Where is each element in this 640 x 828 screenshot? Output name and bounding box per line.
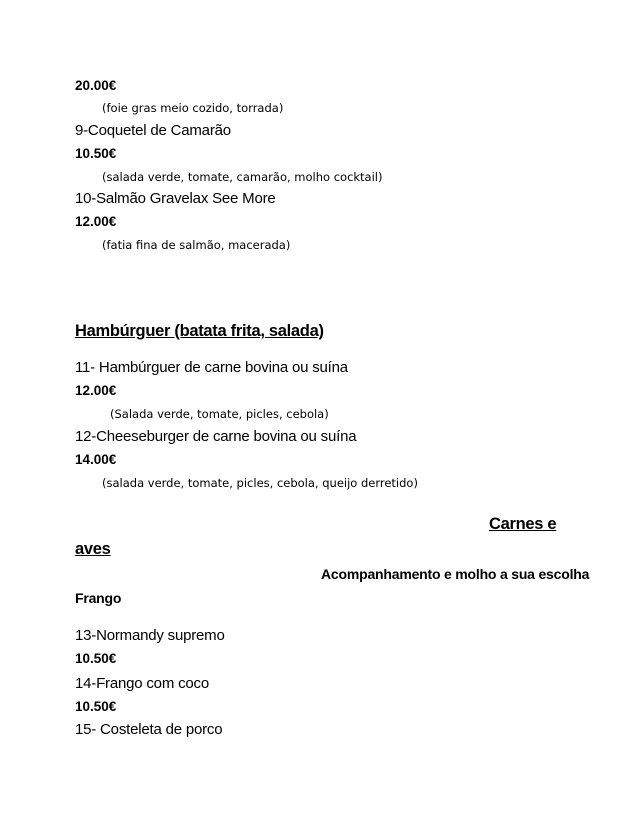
item-description: (foie gras meio cozido, torrada) xyxy=(102,101,284,115)
item-name: 11- Hambúrguer de carne bovina ou suína xyxy=(75,359,348,376)
subheading-frango: Frango xyxy=(75,590,122,606)
item-price: 14.00€ xyxy=(75,452,117,467)
item-description: (salada verde, tomate, picles, cebola, queijo derretido) xyxy=(102,476,418,490)
item-name: 14-Frango com coco xyxy=(75,675,209,692)
section-heading-burgers: Hambúrguer (batata frita, salada) xyxy=(75,322,324,340)
item-price: 12.00€ xyxy=(75,383,117,398)
item-name: 10-Salmão Gravelax See More xyxy=(75,190,276,207)
item-description: (fatia fina de salmão, macerada) xyxy=(102,238,291,252)
section-heading-meats: Carnes e xyxy=(489,515,557,533)
item-price: 10.50€ xyxy=(75,146,117,161)
item-name: 12-Cheeseburger de carne bovina ou suína xyxy=(75,428,357,445)
item-name: 13-Normandy supremo xyxy=(75,627,225,644)
section-heading-meats-cont: aves xyxy=(75,540,111,558)
item-price: 10.50€ xyxy=(75,699,117,714)
item-name: 9-Coquetel de Camarão xyxy=(75,122,231,139)
item-description: (Salada verde, tomate, picles, cebola) xyxy=(110,407,329,421)
item-name: 15- Costeleta de porco xyxy=(75,721,223,738)
item-description: (salada verde, tomate, camarão, molho cocktail) xyxy=(102,170,383,184)
item-price: 12.00€ xyxy=(75,214,117,229)
item-price: 20.00€ xyxy=(75,78,117,93)
section-note: Acompanhamento e molho a sua escolha xyxy=(321,566,590,582)
item-price: 10.50€ xyxy=(75,651,117,666)
